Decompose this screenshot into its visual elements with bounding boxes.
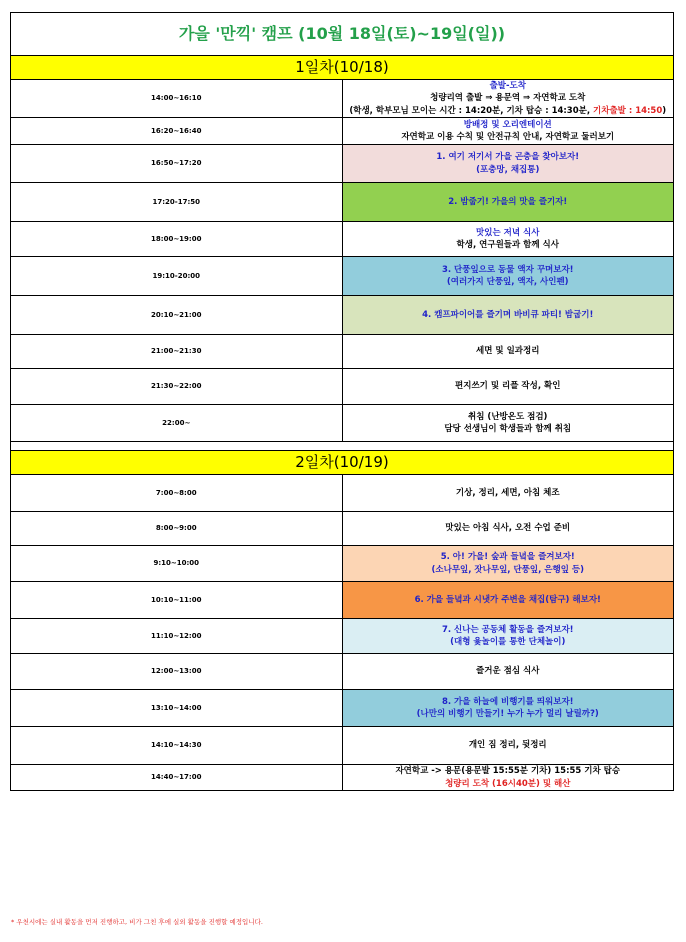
activity-line: [343, 345, 674, 357]
activity-line: [343, 119, 674, 131]
time-cell: 13:10~14:00: [11, 690, 343, 727]
activity-line: [343, 778, 674, 790]
activity-text: 5. 아! 가을! 숲과 들녘을 즐겨보자!: [440, 552, 575, 563]
activity-cell: [342, 582, 674, 619]
activity-text: 즐거운 점심 식사: [476, 666, 540, 677]
time-cell: 18:00~19:00: [11, 222, 343, 257]
activity-line: [343, 151, 674, 163]
activity-cell: [342, 546, 674, 582]
activity-line: [343, 164, 674, 176]
activity-text: 맛있는 저녁 식사: [476, 227, 540, 238]
activity-text: (소나무잎, 잣나무잎, 단풍잎, 은행잎 등): [431, 564, 584, 575]
time-cell: 22:00~: [11, 405, 343, 442]
activity-text: (포충망, 채집통): [476, 164, 540, 175]
activity-cell: [342, 335, 674, 369]
schedule-row: [11, 582, 674, 619]
activity-text: 3. 단풍잎으로 동물 액자 꾸며보자!: [441, 264, 574, 275]
activity-line: [343, 92, 674, 104]
activity-text: 기상, 정리, 세면, 아침 체조: [455, 487, 560, 498]
activity-cell: [342, 145, 674, 183]
schedule-row: [11, 546, 674, 582]
activity-text: (대형 윷놀이를 통한 단체놀이): [450, 637, 566, 647]
highlight-text: 기차출발 : 14:50: [593, 105, 663, 116]
time-cell: 9:10~10:00: [11, 546, 343, 582]
activity-text: 세면 및 일과정리: [476, 346, 540, 357]
activity-cell: [342, 727, 674, 765]
activity-text: (나만의 비행기 만들기! 누가 누가 멀리 날릴까?): [416, 709, 599, 719]
activity-cell: [342, 183, 674, 222]
time-cell: 8:00~9:00: [11, 512, 343, 546]
activity-text: 2. 밤줍기! 가을의 맛을 즐기자!: [448, 196, 568, 207]
time-cell: 17:20-17:50: [11, 183, 343, 222]
time-cell: 19:10-20:00: [11, 257, 343, 296]
time-cell: 20:10~21:00: [11, 296, 343, 335]
activity-line: [343, 564, 674, 576]
schedule-row: [11, 257, 674, 296]
activity-cell: [342, 512, 674, 546]
time-cell: 12:00~13:00: [11, 654, 343, 690]
activity-text: (여러가지 단풍잎, 액자, 사인펜): [446, 277, 569, 287]
activity-text: 자연학교 -> 용문(용문발 15:55분 기차) 15:55 기차 탑승: [395, 766, 621, 777]
schedule-row: [11, 118, 674, 145]
activity-cell: [342, 296, 674, 335]
activity-text: 방배정 및 오리엔테이션: [463, 119, 552, 130]
schedule-row: [11, 405, 674, 442]
schedule-row: [11, 369, 674, 405]
schedule-row: [11, 727, 674, 765]
activity-line: [343, 239, 674, 251]
activity-line: [343, 105, 674, 117]
footnote: * 우천시에는 실내 활동을 먼저 진행하고, 비가 그친 후에 실외 활동을 진행할 예정입니다.: [11, 918, 263, 926]
activity-text: 자연학교 이용 수칙 및 안전규칙 안내, 자연학교 둘러보기: [401, 132, 615, 142]
schedule-row: [11, 296, 674, 335]
activity-text: 6. 가을 들녘과 시냇가 주변을 채집(탐구) 해보자!: [414, 594, 601, 605]
closing-text: ): [662, 105, 667, 116]
activity-line: [343, 264, 674, 276]
activity-line: [343, 636, 674, 648]
activity-line: [343, 380, 674, 392]
activity-text: 출발-도착: [489, 81, 526, 92]
activity-text: 학생, 연구원들과 함께 식사: [456, 240, 559, 250]
activity-cell: [342, 369, 674, 405]
activity-line: [343, 423, 674, 435]
activity-line: [343, 487, 674, 499]
activity-line: [343, 227, 674, 239]
day2-heading-row: [11, 451, 674, 475]
activity-cell: [342, 80, 674, 118]
activity-cell: [342, 765, 674, 791]
time-cell: 14:10~14:30: [11, 727, 343, 765]
time-cell: 21:00~21:30: [11, 335, 343, 369]
activity-cell: [342, 619, 674, 654]
time-cell: 21:30~22:00: [11, 369, 343, 405]
schedule-row: [11, 512, 674, 546]
schedule-row: [11, 145, 674, 183]
schedule-row: [11, 222, 674, 257]
day1-heading-row: [11, 56, 674, 80]
schedule-row: [11, 619, 674, 654]
activity-text: 청량리역 출발 ⇒ 용문역 ⇒ 자연학교 도착: [430, 93, 586, 104]
activity-cell: [342, 405, 674, 442]
activity-text: (학생, 학부모님 모이는 시간 : 14:20분, 기차 탑승 : 14:30분,: [349, 105, 594, 116]
day-separator-row: [11, 442, 674, 451]
time-cell: 14:00~16:10: [11, 80, 343, 118]
activity-cell: [342, 654, 674, 690]
activity-line: [343, 594, 674, 606]
activity-line: [343, 131, 674, 143]
activity-text: 4. 캠프파이어를 즐기며 바비큐 파티! 밤굽기!: [422, 309, 594, 320]
activity-text: 7. 신나는 공동체 활동을 즐겨보자!: [441, 624, 574, 635]
activity-line: [343, 696, 674, 708]
schedule-row: [11, 475, 674, 512]
activity-text: 맛있는 아침 식사, 오전 수업 준비: [445, 523, 571, 534]
activity-cell: [342, 690, 674, 727]
activity-cell: [342, 475, 674, 512]
activity-cell: [342, 257, 674, 296]
activity-text: 개인 짐 정리, 뒷정리: [468, 740, 547, 751]
activity-line: [343, 665, 674, 677]
time-cell: 7:00~8:00: [11, 475, 343, 512]
activity-text: 청량리 도착 (16시40분) 및 해산: [445, 778, 571, 789]
activity-cell: [342, 222, 674, 257]
schedule-row: [11, 335, 674, 369]
activity-line: [343, 765, 674, 777]
day1-heading: 1일차(10/18): [11, 56, 674, 80]
activity-line: [343, 522, 674, 534]
schedule-row: [11, 654, 674, 690]
activity-text: 1. 여기 저기서 가을 곤충을 찾아보자!: [436, 152, 580, 163]
activity-line: [343, 739, 674, 751]
activity-cell: [342, 118, 674, 145]
schedule-row: [11, 765, 674, 791]
activity-line: [343, 708, 674, 720]
time-cell: 14:40~17:00: [11, 765, 343, 791]
activity-text: 취침 (난방온도 점검): [468, 411, 548, 422]
time-cell: 10:10~11:00: [11, 582, 343, 619]
time-cell: 16:50~17:20: [11, 145, 343, 183]
schedule-row: [11, 690, 674, 727]
activity-text: 편지쓰기 및 리플 작성, 확인: [455, 381, 561, 392]
time-cell: 16:20~16:40: [11, 118, 343, 145]
schedule-body: [11, 13, 674, 791]
activity-line: [343, 80, 674, 92]
day2-heading: 2일차(10/19): [11, 451, 674, 475]
activity-line: [343, 309, 674, 321]
day-separator: [11, 442, 674, 451]
schedule-table: [10, 12, 674, 791]
activity-line: [343, 411, 674, 423]
time-cell: 11:10~12:00: [11, 619, 343, 654]
page-title: 가을 '만끽' 캠프 (10월 18일(토)~19일(일)): [11, 13, 674, 56]
activity-text: 담당 선생님이 학생들과 함께 취침: [444, 424, 572, 434]
activity-line: [343, 551, 674, 563]
schedule-row: [11, 80, 674, 118]
title-row: [11, 13, 674, 56]
activity-text: 8. 가을 하늘에 비행기를 띄워보자!: [441, 696, 574, 707]
schedule-row: [11, 183, 674, 222]
activity-line: [343, 624, 674, 636]
activity-line: [343, 196, 674, 208]
activity-line: [343, 276, 674, 288]
